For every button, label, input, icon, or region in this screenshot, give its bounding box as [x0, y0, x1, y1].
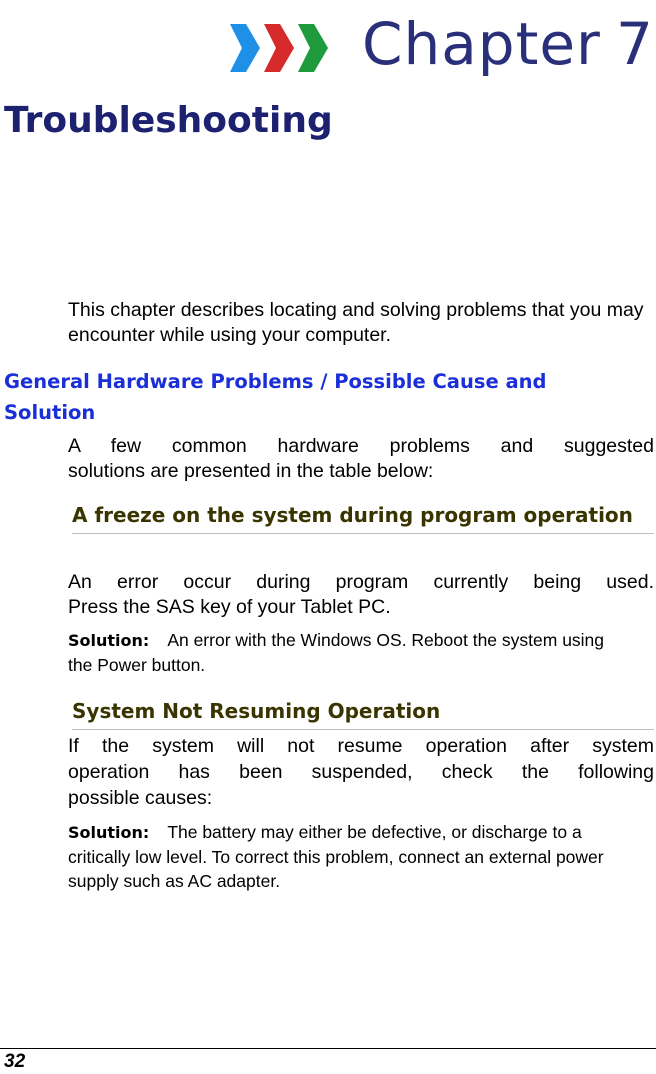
- page-number: 32: [4, 1051, 26, 1072]
- solution-text: An error with the Windows OS. Reboot the system using the Power button.: [68, 630, 605, 675]
- solution-text: The battery may either be defective, or discharge to a critically low level. To correct this problem, connect an external power supply such as AC adapter.: [68, 822, 604, 891]
- problem-description-line: possible causes:: [68, 787, 213, 809]
- problem-description-line: Press the SAS key of your Tablet PC.: [68, 596, 391, 618]
- problem-heading: System Not Resuming Operation: [72, 696, 654, 730]
- blue-arrow-icon: [230, 24, 260, 72]
- chapter-label: Chapter: [362, 10, 601, 78]
- section-intro-line: solutions are presented in the table below:: [68, 460, 434, 482]
- page-title: Troubleshooting: [4, 100, 333, 141]
- section-heading: General Hardware Problems / Possible Cause and Solution: [4, 370, 547, 424]
- solution-paragraph: [68, 820, 648, 893]
- problem-description-line: If the system will not resume operation after system: [68, 735, 654, 757]
- chapter-header: [0, 0, 656, 90]
- section-intro-line: A few common hardware problems and suggested: [68, 435, 654, 457]
- red-arrow-icon: [264, 24, 294, 72]
- problem-description-line: operation has been suspended, check the following: [68, 761, 654, 783]
- chapter-arrows-icon: [228, 18, 330, 78]
- problem-description-line: An error occur during program currently being used.: [68, 571, 654, 593]
- intro-paragraph: This chapter describes locating and solving problems that you may encounter while using your computer.: [68, 299, 644, 346]
- footer-divider: [0, 1048, 656, 1049]
- problem-heading: A freeze on the system during program operation: [72, 500, 654, 534]
- solution-label: Solution:: [68, 823, 150, 842]
- green-arrow-icon: [298, 24, 328, 72]
- chapter-number: 7: [616, 10, 653, 78]
- solution-paragraph: [68, 628, 628, 677]
- solution-label: Solution:: [68, 631, 150, 650]
